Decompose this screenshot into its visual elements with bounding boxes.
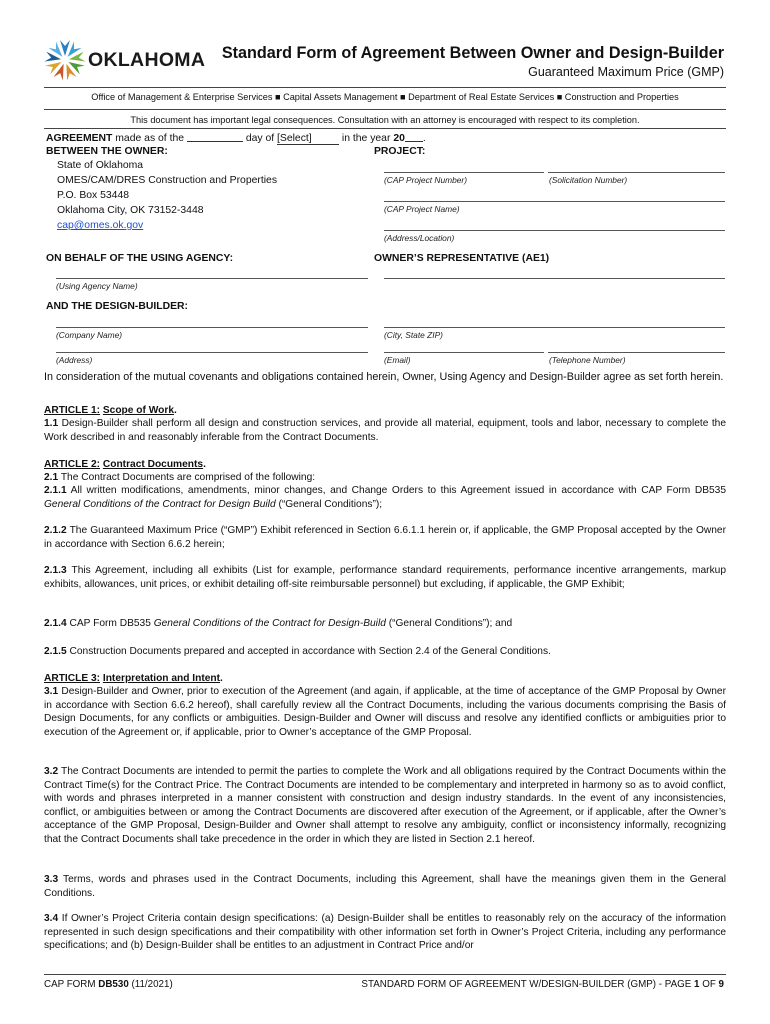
article-2-label: ARTICLE 2: — [44, 459, 101, 470]
section-3-4-text: If Owner’s Project Criteria contain design specifications: (a) Design-Builder shall be entitles to reasonably rely on the accuracy of the information represented in such design specifications and their compatibility with other information set forth in Owner’s Project Criteria, including any performance specifications; and (b) Design-Builder shall be entitles to an adjustment in Contract Price and/or — [44, 913, 726, 952]
company-name-field[interactable] — [56, 327, 368, 328]
article-3-heading: ARTICLE 3: Interpretation and Intent. — [44, 673, 223, 684]
owner-line-2: OMES/CAM/DRES Construction and Properties — [57, 175, 278, 186]
oklahoma-logo-icon — [42, 36, 88, 84]
section-2-1-text: The Contract Documents are comprised of the following: — [60, 472, 316, 483]
section-3-1 — [44, 685, 726, 739]
section-3-2-number: 3.2 — [44, 766, 59, 777]
section-2-1-1-number: 2.1.1 — [44, 485, 67, 496]
section-2-1-4-text: CAP Form DB535 — [69, 618, 151, 629]
year-prefix: 20 — [393, 133, 405, 144]
owner-line-3: P.O. Box 53448 — [57, 190, 130, 201]
section-2-1-5-number: 2.1.5 — [44, 646, 67, 657]
divisions-line: Office of Management & Enterprise Services ■ Capital Assets Management ■ Department of Real Estate Services ■ Construction and Properties — [91, 92, 679, 102]
section-2-1-2-text: The Guaranteed Maximum Price (“GMP”) Exhibit referenced in Section 6.6.1.1 herein or, if applicable, the GMP Proposal accepted by the Owner in accordance with Section 6.6.2 herein; — [44, 525, 726, 550]
using-agency-name-label: (Using Agency Name) — [56, 281, 138, 291]
owner-email-link[interactable]: cap@omes.ok.gov — [57, 220, 144, 231]
article-1-heading: ARTICLE 1: Scope of Work. — [44, 405, 177, 416]
day-field[interactable] — [187, 131, 243, 142]
notice-bottom-rule — [44, 128, 726, 129]
address-location-field[interactable] — [384, 230, 725, 231]
company-name-label: (Company Name) — [56, 330, 123, 340]
footer-form-date: (11/2021) — [131, 979, 173, 990]
section-2-1-4 — [44, 617, 726, 631]
section-2-1-2-number: 2.1.2 — [44, 525, 67, 536]
section-2-1 — [44, 471, 726, 485]
footer-rule — [44, 974, 726, 975]
footer-page-info — [361, 979, 724, 990]
section-1-1-number: 1.1 — [44, 418, 59, 429]
article-3-title: Interpretation and Intent — [102, 673, 221, 684]
intro-paragraph: In consideration of the mutual covenants and obligations contained herein, Owner, Using Agency and Design-Builder agree as set forth herein. — [44, 371, 724, 383]
article-1-title: Scope of Work — [102, 405, 175, 416]
city-state-zip-field[interactable] — [384, 327, 725, 328]
section-2-1-4-tail: (“General Conditions”); and — [388, 618, 513, 629]
footer-page-number: 1 — [694, 979, 700, 990]
section-1-1 — [44, 417, 726, 444]
header-rule — [44, 87, 726, 88]
agreement-period: . — [422, 133, 426, 144]
section-1-1-text: Design-Builder shall perform all design and construction services, and provide all material, equipment, tools and labor, necessary to complete the Work described in and reasonably inferable from the Contract Documents. — [44, 418, 726, 443]
document-title: Standard Form of Agreement Between Owner and Design-Builder — [221, 44, 724, 62]
address-field[interactable] — [56, 352, 368, 353]
section-3-2-text: The Contract Documents are intended to permit the parties to complete the Work and all obligations required by the Contract Documents within the Contract Time(s) for the Contract Price. The Contract Documents are intended to be complementary and interpreted in harmony so as to avoid conflict, with words and phrases interpreted in a manner consistent with construction and design industry standards. In the event of any inconsistencies, conflict, or ambiguities between or among the Contract Documents are discovered after execution of the Agreement, or if applicable, after the Owner’s acceptance of the GMP Proposal, Design-Builder and Owner shall attempt to resolve any ambiguity, conflict or inconsistency informally, recognizing that the Contract Documents shall take precedence in the order in which they are listed in Section 2.1 hereof. — [44, 766, 726, 845]
telephone-field[interactable] — [548, 352, 725, 353]
legal-notice: This document has important legal consequences. Consultation with an attorney is encouraged with respect to its completion. — [130, 115, 640, 125]
article-2-heading: ARTICLE 2: Contract Documents. — [44, 459, 206, 470]
section-3-1-number: 3.1 — [44, 686, 59, 697]
month-select[interactable] — [277, 133, 339, 145]
section-2-1-3-text: This Agreement, including all exhibits (List for example, performance standard requirements, performance incentive arrangements, markup exhibits, allowances, unit prices, or exhibit detailing off-site reimbursable personnel) but excluding, if applicable, the GMP Exhibit; — [44, 565, 726, 590]
section-2-1-1-tail: (“General Conditions”); — [278, 498, 383, 510]
email-label: (Email) — [384, 355, 411, 365]
footer-page-total: 9 — [718, 979, 724, 990]
section-3-3 — [44, 873, 726, 900]
section-2-1-4-italic: General Conditions of the Contract for Design-Build — [153, 618, 386, 629]
section-2-1-3-number: 2.1.3 — [44, 565, 67, 576]
owner-heading: BETWEEN THE OWNER: — [46, 146, 168, 157]
month-select-value: [Select] — [277, 133, 312, 144]
notice-top-rule — [44, 109, 726, 110]
section-2-1-2 — [44, 524, 726, 551]
design-builder-heading: AND THE DESIGN-BUILDER: — [46, 301, 189, 312]
footer-form-code: DB530 — [98, 979, 129, 990]
section-2-1-1-italic: General Conditions of the Contract for Design Build — [44, 498, 276, 510]
project-heading: PROJECT: — [374, 146, 426, 157]
document-subtitle: Guaranteed Maximum Price (GMP) — [528, 65, 724, 79]
section-3-3-text: Terms, words and phrases used in the Contract Documents, including this Agreement, shall have the meanings given them in the General Conditions. — [44, 874, 726, 899]
section-3-4 — [44, 912, 726, 953]
cap-project-name-label: (CAP Project Name) — [384, 204, 460, 214]
solicitation-number-field[interactable] — [548, 172, 725, 173]
logo-wordmark: OKLAHOMA — [88, 49, 206, 71]
footer-of: OF — [702, 979, 716, 990]
article-3-label: ARTICLE 3: — [44, 673, 101, 684]
section-3-1-text: Design-Builder and Owner, prior to execution of the Agreement (and again, if applicable, at the time of acceptance of the GMP Proposal by Owner in accordance with Section 6.6.2 hereof), shall carefully review all the Contract Documents, including the various documents comprising the Basis of Design Documents, for any conflicts or ambiguities. Design-Builder and Owner will discuss and resolve any identified conflicts or ambiguities prior to execution of the Agreement or, if applicable, prior to Owner’s acceptance of the GMP Proposal. — [44, 686, 726, 738]
day-of-text: day of — [245, 133, 275, 144]
cap-project-number-field[interactable] — [384, 172, 544, 173]
section-3-2 — [44, 765, 726, 847]
footer-form-prefix: CAP FORM — [44, 979, 96, 990]
using-agency-name-field[interactable] — [56, 278, 368, 279]
owner-line-1: State of Oklahoma — [57, 160, 144, 171]
footer-form-id — [44, 979, 173, 990]
section-2-1-5 — [44, 645, 726, 659]
agreement-label: AGREEMENT — [46, 133, 113, 144]
cap-project-name-field[interactable] — [384, 201, 725, 202]
section-2-1-5-text: Construction Documents prepared and accepted in accordance with Section 2.4 of the General Conditions. — [69, 646, 551, 657]
telephone-label: (Telephone Number) — [549, 355, 626, 365]
owner-rep-heading: OWNER’S REPRESENTATIVE (AE1) — [374, 253, 550, 264]
solicitation-number-label: (Solicitation Number) — [549, 175, 628, 185]
agency-heading: ON BEHALF OF THE USING AGENCY: — [46, 253, 234, 264]
cap-project-number-label: (CAP Project Number) — [384, 175, 467, 185]
section-2-1-4-number: 2.1.4 — [44, 618, 67, 629]
section-2-1-1-text: All written modifications, amendments, minor changes, and Change Orders to this Agreement issued in accordance with CAP Form DB535 — [70, 485, 726, 496]
made-as-of-text: made as of the — [115, 133, 185, 144]
owner-line-4: Oklahoma City, OK 73152-3448 — [57, 205, 204, 216]
address-location-label: (Address/Location) — [384, 233, 455, 243]
address-label: (Address) — [56, 355, 93, 365]
agreement-line — [46, 131, 426, 145]
in-year-text: in the year — [341, 133, 391, 144]
article-2-title: Contract Documents — [102, 459, 204, 470]
owner-rep-field[interactable] — [384, 278, 725, 279]
year-field[interactable] — [405, 131, 423, 142]
footer-doc-title: STANDARD FORM OF AGREEMENT W/DESIGN-BUILDER (GMP) - PAGE — [361, 979, 692, 990]
section-2-1-1 — [44, 484, 726, 511]
city-state-zip-label: (City, State ZIP) — [384, 330, 443, 340]
article-1-label: ARTICLE 1: — [44, 405, 101, 416]
section-3-3-number: 3.3 — [44, 874, 59, 885]
section-2-1-3 — [44, 564, 726, 591]
section-3-4-number: 3.4 — [44, 913, 59, 924]
section-2-1-number: 2.1 — [44, 472, 59, 483]
email-field[interactable] — [384, 352, 544, 353]
